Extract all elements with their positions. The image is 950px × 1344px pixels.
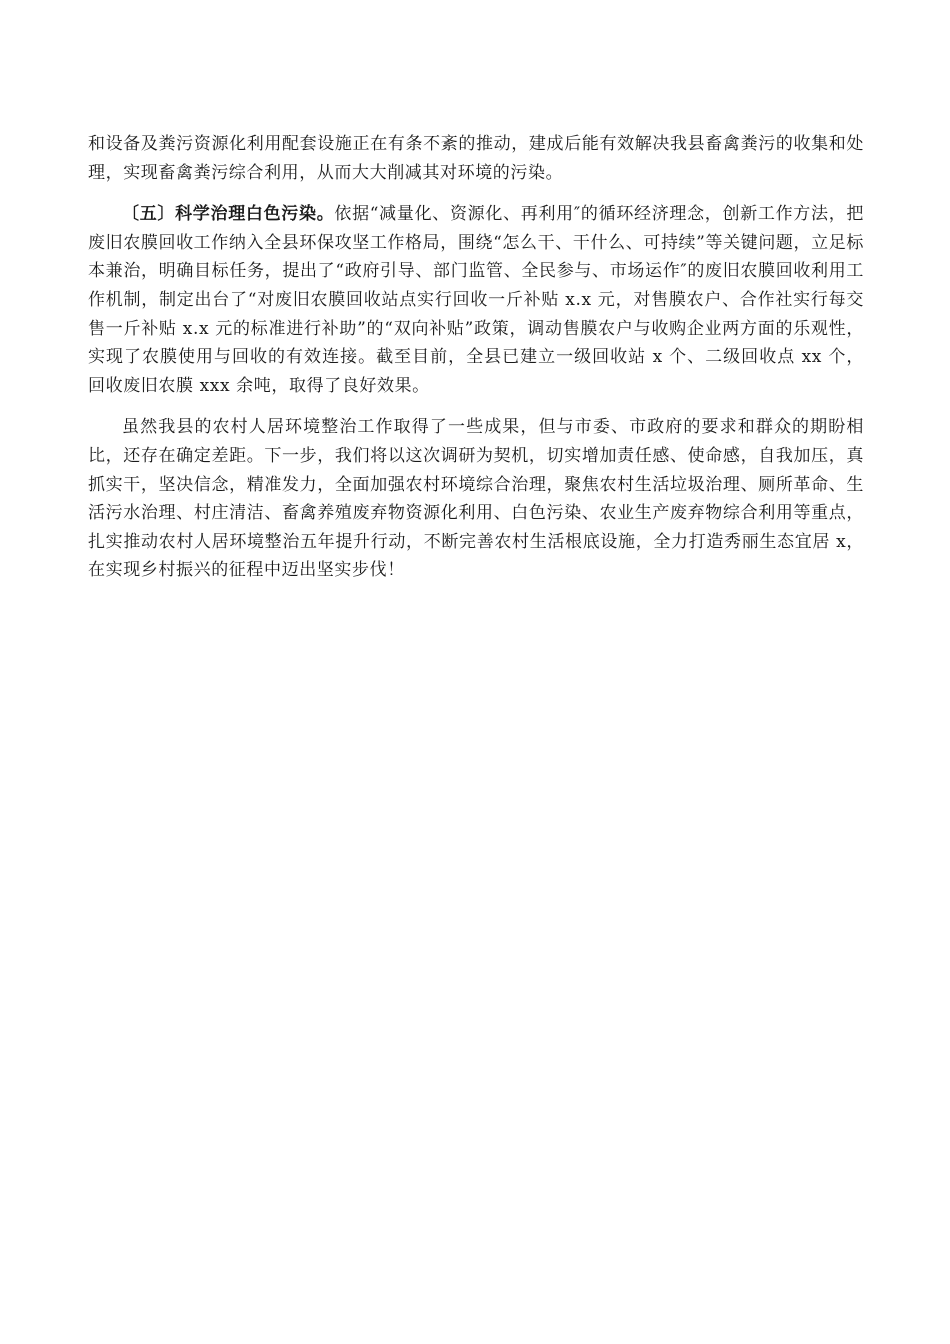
paragraph-text: 依据“减量化、资源化、再利用″的循环经济理念，创新工作方法，把废旧农膜回收工作纳入全县环保攻坚工作格局，围绕“怎么干、干什么、可持续”等关键问题，立足标本兼治，明确目标任务，提出了“政府引导、部门监管、全民参与、市场运作″的废旧农膜回收利用工作机制，制定出台了“对废旧农膜回收站点实行回收一斤补贴 x.x 元，对售膜农户、合作社实行每交售一斤补贴 x.x 元的标准进行补助”的“双向补贴”政策，调动售膜农户与收购企业两方面的乐观性，实现了农膜使用与回收的有效连接。截至目前，全县已建立一级回收站 x 个、二级回收点 xx 个，回收废旧农膜 xxx 余吨，取得了良好效果。 (88, 204, 864, 396)
paragraph-conclusion (88, 413, 864, 585)
paragraph-continuation (88, 130, 864, 187)
paragraph-white-pollution (88, 200, 864, 400)
paragraph-text: 和设备及粪污资源化利用配套设施正在有条不紊的推动，建成后能有效解决我县畜禽粪污的收集和处理，实现畜禽粪污综合利用，从而大大削减其对环境的污染。 (88, 134, 864, 183)
section-heading: 〔五〕科学治理白色污染。 (122, 204, 335, 225)
paragraph-text: 虽然我县的农村人居环境整治工作取得了一些成果，但与市委、市政府的要求和群众的期盼相比，还存在确定差距。下一步，我们将以这次调研为契机，切实增加责任感、使命感，自我加压，真抓实干，坚决信念，精准发力，全面加强农村环境综合治理，聚焦农村生活垃圾治理、厕所革命、生活污水治理、村庄清洁、畜禽养殖废弃物资源化利用、白色污染、农业生产废弃物综合利用等重点，扎实推动农村人居环境整治五年提升行动，不断完善农村生活根底设施，全力打造秀丽生态宜居 x，在实现乡村振兴的征程中迈出坚实步伐！ (88, 417, 864, 581)
document-body (88, 130, 864, 585)
